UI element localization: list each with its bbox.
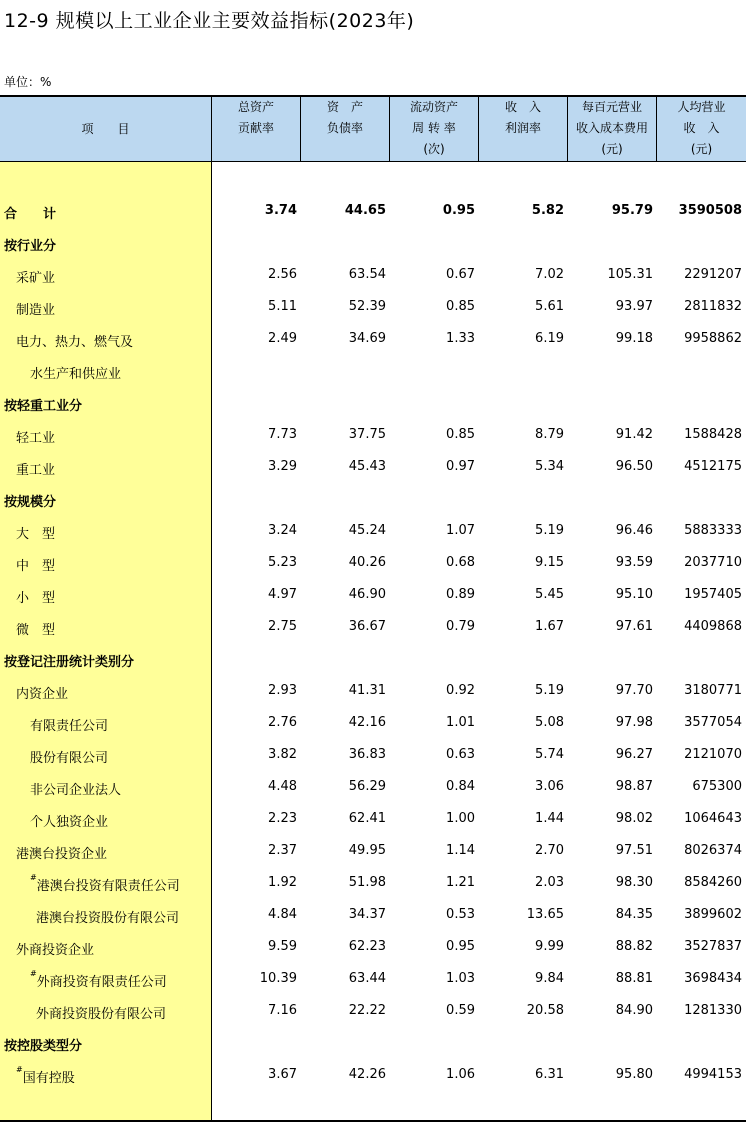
- table-cell: 5.74: [535, 747, 564, 762]
- table-cell: 0.59: [446, 1003, 475, 1018]
- table-cell: 44.65: [344, 203, 386, 218]
- row-label-text: 国有控股: [22, 1071, 75, 1086]
- table-cell: 10.39: [259, 971, 297, 986]
- bottom-rule: [0, 1120, 746, 1122]
- table-cell: 41.31: [348, 683, 386, 698]
- table-row: [0, 675, 746, 707]
- table-cell: 97.70: [615, 683, 653, 698]
- table-cell: 88.81: [615, 971, 653, 986]
- row-label: [30, 971, 167, 990]
- table-cell: 9.84: [535, 971, 564, 986]
- table-cell: 95.80: [615, 1067, 653, 1082]
- row-label: [4, 491, 56, 510]
- row-label-text: 电力、热力、燃气及: [16, 335, 134, 350]
- table-cell: 2.70: [535, 843, 564, 858]
- table-cell: 1.21: [446, 875, 475, 890]
- table-cell: 8.79: [535, 427, 564, 442]
- table-row: [0, 707, 746, 739]
- row-label-text: 按控股类型分: [4, 1039, 83, 1054]
- table-row: [0, 451, 746, 483]
- table-row: [0, 515, 746, 547]
- row-label-text: 内资企业: [16, 687, 69, 702]
- table-cell: 96.46: [615, 523, 653, 538]
- table-cell: 22.22: [348, 1003, 386, 1018]
- header-line: 资 产: [326, 100, 363, 114]
- table-cell: 9.59: [268, 939, 297, 954]
- table-row: [0, 227, 746, 259]
- row-label: [16, 523, 55, 542]
- table-cell: 9958862: [684, 331, 742, 346]
- table-cell: 20.58: [526, 1003, 564, 1018]
- table-cell: 34.37: [348, 907, 386, 922]
- table-cell: 98.30: [615, 875, 653, 890]
- table-row: [0, 643, 746, 675]
- table-cell: 2811832: [684, 299, 742, 314]
- table-cell: 5.34: [535, 459, 564, 474]
- row-label: [4, 1035, 82, 1054]
- table-row: [0, 547, 746, 579]
- table-cell: 4994153: [684, 1067, 742, 1082]
- row-label: [36, 907, 179, 926]
- table-cell: 1.33: [446, 331, 475, 346]
- table-cell: 84.90: [615, 1003, 653, 1018]
- table-cell: 5.82: [531, 203, 564, 218]
- table-row: [0, 771, 746, 803]
- table-cell: 93.59: [615, 555, 653, 570]
- footnote-mark: #: [16, 1065, 23, 1074]
- table-cell: 3.06: [535, 779, 564, 794]
- table-cell: 40.26: [348, 555, 386, 570]
- table-row: [0, 867, 746, 899]
- table-cell: 5.19: [535, 523, 564, 538]
- row-label-text: 重工业: [16, 463, 56, 478]
- row-label: [30, 363, 121, 382]
- table-cell: 3590508: [678, 203, 742, 218]
- unit-label: 单位：%: [4, 75, 52, 89]
- row-label-text: 微 型: [16, 623, 56, 638]
- table-cell: 3577054: [684, 715, 742, 730]
- table-cell: 4.48: [268, 779, 297, 794]
- table-cell: 49.95: [348, 843, 386, 858]
- table-cell: 4.97: [268, 587, 297, 602]
- footnote-mark: #: [30, 969, 37, 978]
- table-cell: 4512175: [684, 459, 742, 474]
- header-line: (元): [601, 142, 623, 156]
- row-label: [30, 747, 108, 766]
- table-cell: 0.95: [442, 203, 475, 218]
- row-label: [30, 875, 180, 894]
- table-row: [0, 355, 746, 387]
- table-cell: 3.74: [264, 203, 297, 218]
- table-cell: 0.53: [446, 907, 475, 922]
- table-cell: 4.84: [268, 907, 297, 922]
- table-cell: 46.90: [348, 587, 386, 602]
- table-cell: 5883333: [684, 523, 742, 538]
- table-cell: 37.75: [348, 427, 386, 442]
- row-label-text: 轻工业: [16, 431, 56, 446]
- row-label: [30, 779, 121, 798]
- header-line: 利润率: [504, 121, 541, 135]
- table-cell: 6.19: [535, 331, 564, 346]
- row-label: [16, 299, 55, 318]
- table-row: [0, 963, 746, 995]
- table-cell: 0.67: [446, 267, 475, 282]
- row-label-text: 个人独资企业: [30, 815, 109, 830]
- header-line: 人均营业: [677, 100, 726, 114]
- row-label-text: 外商投资有限责任公司: [36, 975, 167, 990]
- table-cell: 1.44: [535, 811, 564, 826]
- table-cell: 1064643: [684, 811, 742, 826]
- table-cell: 0.95: [446, 939, 475, 954]
- row-label-text: 非公司企业法人: [30, 783, 122, 798]
- table-cell: 52.39: [348, 299, 386, 314]
- header-line: 负债率: [326, 121, 363, 135]
- row-label-text: 按轻重工业分: [4, 399, 83, 414]
- table-cell: 7.16: [268, 1003, 297, 1018]
- page-title: 12-9 规模以上工业企业主要效益指标(2023年): [4, 10, 415, 32]
- table-cell: 5.11: [268, 299, 297, 314]
- table-cell: 36.83: [348, 747, 386, 762]
- table-cell: 63.44: [348, 971, 386, 986]
- table-cell: 96.50: [615, 459, 653, 474]
- table-cell: 2.75: [268, 619, 297, 634]
- table-row: [0, 291, 746, 323]
- table-cell: 675300: [692, 779, 742, 794]
- row-label: [16, 619, 55, 638]
- table-cell: 45.24: [348, 523, 386, 538]
- row-label: [30, 811, 108, 830]
- table-cell: 105.31: [607, 267, 653, 282]
- table-row: [0, 931, 746, 963]
- table-cell: 1.00: [446, 811, 475, 826]
- table-cell: 1.01: [446, 715, 475, 730]
- table-row: [0, 611, 746, 643]
- table-cell: 62.23: [348, 939, 386, 954]
- table-cell: 8026374: [684, 843, 742, 858]
- table-row: [0, 1027, 746, 1059]
- table-cell: 1.07: [446, 523, 475, 538]
- table-cell: 6.31: [535, 1067, 564, 1082]
- row-label: [16, 939, 94, 958]
- table-row: [0, 739, 746, 771]
- table-cell: 88.82: [615, 939, 653, 954]
- table-row: [0, 323, 746, 355]
- table-row: [0, 899, 746, 931]
- table-cell: 34.69: [348, 331, 386, 346]
- table-cell: 36.67: [348, 619, 386, 634]
- table-cell: 56.29: [348, 779, 386, 794]
- table-row: [0, 195, 746, 227]
- table-cell: 0.85: [446, 299, 475, 314]
- header-turnover: [390, 97, 478, 161]
- table-cell: 2.93: [268, 683, 297, 698]
- table-cell: 1.03: [446, 971, 475, 986]
- table-row: [0, 1059, 746, 1091]
- table-row: [0, 483, 746, 515]
- row-label-text: 股份有限公司: [30, 751, 109, 766]
- table-cell: 3527837: [684, 939, 742, 954]
- table-cell: 63.54: [348, 267, 386, 282]
- table-cell: 97.98: [615, 715, 653, 730]
- table-row: [0, 803, 746, 835]
- table-cell: 62.41: [348, 811, 386, 826]
- row-label-text: 水生产和供应业: [30, 367, 122, 382]
- row-label: [16, 587, 55, 606]
- table-row: [0, 419, 746, 451]
- row-label-text: 制造业: [16, 303, 56, 318]
- header-line: 收入成本费用: [575, 121, 648, 135]
- row-label-text: 有限责任公司: [30, 719, 109, 734]
- table-cell: 98.02: [615, 811, 653, 826]
- table-cell: 1.92: [268, 875, 297, 890]
- table-cell: 9.15: [535, 555, 564, 570]
- table-cell: 0.63: [446, 747, 475, 762]
- row-label: [16, 843, 107, 862]
- table-cell: 1.06: [446, 1067, 475, 1082]
- row-label: [16, 1067, 75, 1086]
- row-label-text: 外商投资企业: [16, 943, 95, 958]
- header-line: 总资产: [237, 100, 274, 114]
- header-line: 贡献率: [237, 121, 274, 135]
- table-cell: 95.10: [615, 587, 653, 602]
- table-cell: 2.76: [268, 715, 297, 730]
- table-cell: 5.23: [268, 555, 297, 570]
- table-cell: 97.61: [615, 619, 653, 634]
- table-cell: 1281330: [684, 1003, 742, 1018]
- row-label-text: 中 型: [16, 559, 56, 574]
- table-cell: 42.26: [348, 1067, 386, 1082]
- row-label: [30, 715, 108, 734]
- table-cell: 2121070: [684, 747, 742, 762]
- table-cell: 5.45: [535, 587, 564, 602]
- header-debt-ratio: [301, 97, 389, 161]
- row-label: [16, 683, 68, 702]
- header-cost-per-hundred: [568, 97, 656, 161]
- row-label: [16, 459, 55, 478]
- table-cell: 95.79: [611, 203, 653, 218]
- header-line: (元): [690, 142, 713, 156]
- table-cell: 2.37: [268, 843, 297, 858]
- table-row: [0, 259, 746, 291]
- table-cell: 42.16: [348, 715, 386, 730]
- row-label-text: 大 型: [16, 527, 56, 542]
- row-label-text: 按规模分: [4, 495, 57, 510]
- table-cell: 93.97: [615, 299, 653, 314]
- table-cell: 0.92: [446, 683, 475, 698]
- row-label-text: 外商投资股份有限公司: [36, 1007, 167, 1022]
- table-cell: 84.35: [615, 907, 653, 922]
- table-cell: 0.97: [446, 459, 475, 474]
- header-asset-contribution: [212, 97, 300, 161]
- table-cell: 0.68: [446, 555, 475, 570]
- table-cell: 7.73: [268, 427, 297, 442]
- row-label: [4, 395, 82, 414]
- table-cell: 91.42: [615, 427, 653, 442]
- table-row: [0, 387, 746, 419]
- row-label: [16, 427, 55, 446]
- table-cell: 3.82: [268, 747, 297, 762]
- row-label: [16, 555, 55, 574]
- table-row: [0, 579, 746, 611]
- table-row: [0, 995, 746, 1027]
- row-label: [4, 203, 56, 222]
- table-cell: 96.27: [615, 747, 653, 762]
- row-label-text: 按登记注册统计类别分: [4, 655, 135, 670]
- table-cell: 51.98: [348, 875, 386, 890]
- row-label: [36, 1003, 166, 1022]
- table-cell: 3899602: [684, 907, 742, 922]
- table-cell: 0.85: [446, 427, 475, 442]
- row-label-text: 合 计: [4, 207, 57, 222]
- table-cell: 5.08: [535, 715, 564, 730]
- header-profit-margin: [479, 97, 567, 161]
- row-label: [4, 651, 134, 670]
- table-cell: 8584260: [684, 875, 742, 890]
- table-cell: 2.23: [268, 811, 297, 826]
- table-cell: 1.67: [535, 619, 564, 634]
- header-item: 项 目: [81, 122, 130, 136]
- header-revenue-per-capita: [657, 97, 746, 161]
- table-cell: 3.67: [268, 1067, 297, 1082]
- table-cell: 2.49: [268, 331, 297, 346]
- table-cell: 97.51: [615, 843, 653, 858]
- header-line: 收 入: [683, 121, 720, 135]
- row-label-text: 按行业分: [4, 239, 57, 254]
- row-label-text: 港澳台投资有限责任公司: [36, 879, 180, 894]
- table-cell: 99.18: [615, 331, 653, 346]
- table-cell: 2291207: [684, 267, 742, 282]
- table-cell: 3180771: [684, 683, 742, 698]
- row-label: [16, 331, 133, 350]
- header-line: 周 转 率: [412, 121, 456, 135]
- header-line: 收 入: [504, 100, 541, 114]
- table-cell: 2.56: [268, 267, 297, 282]
- table-cell: 2.03: [535, 875, 564, 890]
- table-cell: 1957405: [684, 587, 742, 602]
- table-cell: 3698434: [684, 971, 742, 986]
- table-cell: 4409868: [684, 619, 742, 634]
- row-label: [4, 235, 56, 254]
- footnote-mark: #: [30, 873, 37, 882]
- table-cell: 0.89: [446, 587, 475, 602]
- table-cell: 5.61: [535, 299, 564, 314]
- header-rule: [0, 161, 746, 162]
- table-cell: 13.65: [526, 907, 564, 922]
- table-cell: 98.87: [615, 779, 653, 794]
- table-cell: 0.79: [446, 619, 475, 634]
- table-cell: 2037710: [684, 555, 742, 570]
- table-cell: 3.24: [268, 523, 297, 538]
- table-cell: 45.43: [348, 459, 386, 474]
- header-line: 每百元营业: [581, 100, 642, 114]
- table-cell: 9.99: [535, 939, 564, 954]
- table-cell: 0.84: [446, 779, 475, 794]
- table-cell: 1588428: [684, 427, 742, 442]
- row-label-text: 港澳台投资企业: [16, 847, 108, 862]
- table-row: [0, 835, 746, 867]
- table-cell: 1.14: [446, 843, 475, 858]
- row-label-text: 小 型: [16, 591, 56, 606]
- table-cell: 7.02: [535, 267, 564, 282]
- table-cell: 5.19: [535, 683, 564, 698]
- header-line: 流动资产: [409, 100, 458, 114]
- row-label-text: 采矿业: [16, 271, 56, 286]
- table-cell: 3.29: [268, 459, 297, 474]
- header-line: (次): [423, 142, 445, 156]
- row-label-text: 港澳台投资股份有限公司: [36, 911, 180, 926]
- row-label: [16, 267, 55, 286]
